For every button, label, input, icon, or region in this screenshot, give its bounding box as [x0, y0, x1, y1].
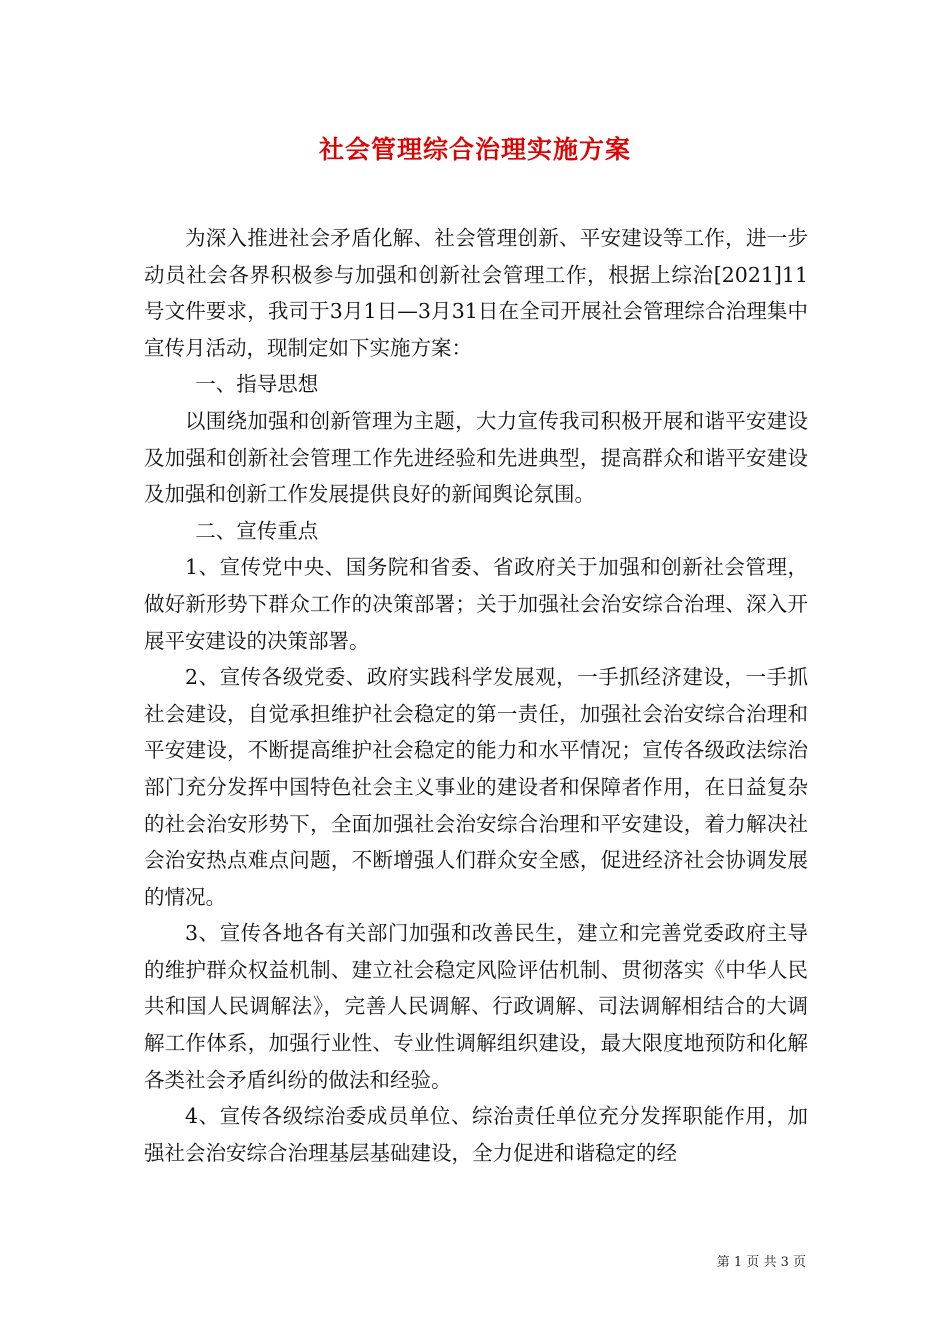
- section-heading-publicity-focus: 二、宣传重点: [195, 518, 319, 543]
- intro-paragraph: 为深入推进社会矛盾化解、社会管理创新、平安建设等工作，进一步动员社会各界积极参与加强和创新社会管理工作，根据上综治[2021]11号文件要求，我司于3月1日—3月31日在全司开展社会管理综合治理集中宣传月活动，现制定如下实施方案：: [144, 226, 808, 360]
- document-title: 社会管理综合治理实施方案: [318, 135, 631, 164]
- guiding-thought-paragraph: 以围绕加强和创新管理为主题，大力宣传我司积极开展和谐平安建设及加强和创新社会管理工作先进经验和先进典型，提高群众和谐平安建设及加强和创新工作发展提供良好的新闻舆论氛围。: [144, 408, 808, 507]
- section-heading-guiding-thought: 一、指导思想: [195, 372, 319, 397]
- focus-item-2: 2、宣传各级党委、政府实践科学发展观，一手抓经济建设，一手抓社会建设，自觉承担维护社会稳定的第一责任，加强社会治安综合治理和平安建设，不断提高维护社会稳定的能力和水平情况；宣传各级政法综治部门充分发挥中国特色社会主义事业的建设者和保障者作用，在日益复杂的社会治安形势下，全面加强社会治安综合治理和平安建设，着力解决社会治安热点难点问题，不断增强人们群众安全感，促进经济社会协调发展的情况。: [144, 665, 808, 909]
- focus-item-3: 3、宣传各地各有关部门加强和改善民生，建立和完善党委政府主导的维护群众权益机制、建立社会稳定风险评估机制、贯彻落实《中华人民共和国人民调解法》，完善人民调解、行政调解、司法调解相结合的大调解工作体系，加强行业性、专业性调解组织建设，最大限度地预防和化解各类社会矛盾纠纷的做法和经验。: [144, 921, 808, 1092]
- page-number: 第 1 页 共 3 页: [716, 1255, 806, 1270]
- focus-item-1: 1、宣传党中央、国务院和省委、省政府关于加强和创新社会管理，做好新形势下群众工作的决策部署；关于加强社会治安综合治理、深入开展平安建设的决策部署。: [144, 555, 808, 653]
- document-body: [144, 220, 808, 1171]
- focus-item-4: 4、宣传各级综治委成员单位、综治责任单位充分发挥职能作用，加强社会治安综合治理基层基础建设，全力促进和谐稳定的经: [144, 1104, 808, 1165]
